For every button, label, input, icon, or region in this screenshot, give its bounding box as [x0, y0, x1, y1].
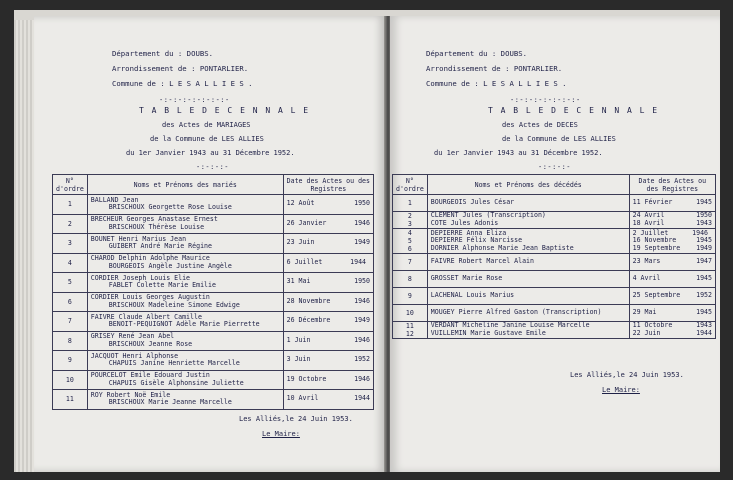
table-row: [53, 273, 374, 293]
person-name: DEPIERRE Félix Narcisse: [430, 236, 523, 245]
table-title: T A B L E D E C E N N A L E: [488, 106, 659, 115]
entry-date: [629, 322, 715, 339]
act-date: 16 Novembre 1945: [632, 236, 712, 245]
entry-number-part: 3: [407, 220, 412, 228]
commune-name: de la Commune de LES ALLIES: [502, 135, 616, 143]
acts-type: des Actes de MARIAGES: [162, 121, 251, 129]
person-name: BRISCHOUX Marie Jeanne Marcelle: [108, 398, 232, 407]
entry-names: [87, 390, 283, 410]
table-row: [393, 305, 716, 322]
person-name: DORNIER Alphonse Marie Jean Baptiste: [430, 243, 574, 252]
act-date: 23 Juin 1949: [286, 238, 370, 247]
entry-names: [427, 195, 629, 212]
table-row: [393, 322, 716, 339]
person-name: BOURGEOIS Angèle Justine Angèle: [108, 261, 232, 270]
separator: -:-:-:-:-:-:-:-: [510, 96, 581, 104]
col-header-names: Noms et Prénoms des mariés: [87, 175, 283, 195]
table-row: [53, 234, 374, 254]
entry-date: [629, 254, 715, 271]
entry-number-part: 11: [405, 322, 414, 330]
person-name: POURCELOT Emile Edouard Justin: [90, 371, 210, 380]
act-date: 31 Mai 1950: [286, 277, 370, 286]
entry-number: 8: [53, 331, 88, 351]
table-row: [393, 254, 716, 271]
act-date: 11 Février 1945: [632, 198, 712, 207]
table-row: [53, 312, 374, 332]
department-line: Département du : DOUBS.: [112, 49, 214, 58]
act-date: 19 Septembre 1949: [632, 243, 712, 252]
person-name: FAIVRE Claude Albert Camille: [90, 312, 202, 321]
table-row: [53, 390, 374, 410]
entry-names: [427, 271, 629, 288]
entry-number: 7: [53, 312, 88, 332]
right-page-deces: [390, 16, 720, 472]
person-name: LACHENAL Louis Marius: [430, 291, 515, 300]
person-name: DEPIERRE Anna Eliza: [430, 228, 507, 237]
commune-line: Commune de : L E S A L L I E S .: [112, 79, 253, 88]
person-name: BRISCHOUX Jeanne Rose: [108, 339, 193, 348]
entry-number: 8: [393, 271, 428, 288]
entry-names: [87, 273, 283, 293]
entry-number: 2: [53, 214, 88, 234]
act-date: 26 Janvier 1946: [286, 218, 370, 227]
act-date: 12 Août 1950: [286, 199, 370, 208]
entry-number-part: 5: [407, 237, 412, 245]
mayor-signature-label: Le Maire:: [602, 386, 640, 394]
entry-date: [283, 370, 373, 390]
act-date: 3 Juin 1952: [286, 355, 370, 364]
entry-date: [283, 390, 373, 410]
person-name: BALLAND Jean: [90, 195, 139, 204]
person-name: BOURGEOIS Jules César: [430, 198, 515, 207]
act-date: 19 Octobre 1946: [286, 374, 370, 383]
table-row: [53, 351, 374, 371]
entry-date: [629, 195, 715, 212]
entry-number-part: 12: [405, 330, 414, 338]
arrondissement-line: Arrondissement de : PONTARLIER.: [112, 64, 249, 73]
entry-names: [87, 234, 283, 254]
act-date: 29 Mai 1945: [632, 308, 712, 317]
entry-date: [283, 292, 373, 312]
entry-number: 6: [53, 292, 88, 312]
period: du 1er Janvier 1943 au 31 Décembre 1952.: [126, 149, 295, 157]
entry-names: [87, 195, 283, 215]
table-row: [53, 331, 374, 351]
entry-number-part: 2: [407, 212, 412, 220]
acts-type: des Actes de DECES: [502, 121, 578, 129]
table-title: T A B L E D E C E N N A L E: [139, 106, 310, 115]
entry-date: [629, 305, 715, 322]
person-name: VUILLEMIN Marie Gustave Emile: [430, 329, 546, 337]
person-name: JACQUOT Henri Alphonse: [90, 351, 179, 360]
table-row: [393, 271, 716, 288]
person-name: ROY Robert Noë Emile: [90, 390, 171, 399]
entry-number: 10: [393, 305, 428, 322]
table-row: [393, 288, 716, 305]
separator-small: -:-:-:-: [538, 163, 572, 171]
marriage-register-table: [52, 174, 374, 410]
person-name: VERDANT Micheline Janine Louise Marcelle: [430, 321, 590, 330]
person-name: BRISCHOUX Madeleine Simone Edwige: [108, 300, 240, 309]
entry-names: [87, 214, 283, 234]
death-register-table: [392, 174, 716, 339]
mayor-signature-label: Le Maire:: [262, 430, 300, 438]
table-row: [53, 253, 374, 273]
entry-number: [393, 229, 428, 254]
person-name: BRISCHOUX Georgette Rose Louise: [108, 203, 232, 212]
entry-number: 1: [393, 195, 428, 212]
entry-names: [427, 254, 629, 271]
entry-names: [427, 288, 629, 305]
table-row: [393, 229, 716, 254]
left-page-mariages: [34, 16, 386, 472]
register-book: [14, 10, 720, 472]
act-date: 25 Septembre 1952: [632, 291, 712, 300]
entry-date: [283, 234, 373, 254]
entry-date: [629, 229, 715, 254]
act-date: 24 Avril 1950: [632, 211, 712, 220]
commune-name: de la Commune de LES ALLIES: [150, 135, 264, 143]
act-date: 22 Juin 1944: [632, 329, 712, 337]
act-date: 26 Décembre 1949: [286, 316, 370, 325]
entry-number: 11: [53, 390, 88, 410]
person-name: GROSSET Marie Rose: [430, 274, 503, 283]
entry-number: [393, 212, 428, 229]
person-name: BRECHEUR Georges Anastase Ernest: [90, 215, 218, 224]
entry-date: [283, 214, 373, 234]
person-name: BOUNET Henri Marius Jean: [90, 234, 187, 243]
period: du 1er Janvier 1943 au 31 Décembre 1952.: [434, 149, 603, 157]
person-name: FAIVRE Robert Marcel Alain: [430, 257, 534, 266]
page-stack-edge: [14, 20, 34, 472]
entry-date: [629, 271, 715, 288]
act-date: 11 Octobre 1943: [632, 321, 712, 330]
entry-date: [283, 273, 373, 293]
entry-date: [283, 312, 373, 332]
person-name: BRISCHOUX Thérèse Louise: [108, 222, 205, 231]
entry-names: [427, 322, 629, 339]
table-row: [393, 195, 716, 212]
act-date: 1 Juin 1946: [286, 335, 370, 344]
entry-names: [427, 229, 629, 254]
separator: -:-:-:-:-:-:-:-: [159, 96, 230, 104]
entry-number: 10: [53, 370, 88, 390]
person-name: CHAPUIS Janine Henriette Marcelle: [108, 359, 240, 368]
entry-number: 9: [393, 288, 428, 305]
person-name: GUIBERT André Marie Régine: [108, 242, 212, 251]
entry-number: [393, 322, 428, 339]
entry-number-part: 6: [407, 245, 412, 253]
person-name: BENOIT-PEQUIGNOT Adèle Marie Pierrette: [108, 320, 260, 329]
entry-date: [629, 288, 715, 305]
col-header-dates: Date des Actes ou des Registres: [629, 175, 715, 195]
table-row: [53, 292, 374, 312]
act-date: 18 Avril 1943: [632, 219, 712, 227]
act-date: 28 Novembre 1946: [286, 296, 370, 305]
entry-names: [427, 305, 629, 322]
department-line: Département du : DOUBS.: [426, 49, 528, 58]
entry-date: [283, 331, 373, 351]
entry-number: 1: [53, 195, 88, 215]
entry-names: [87, 292, 283, 312]
entry-date: [629, 212, 715, 229]
entry-names: [87, 253, 283, 273]
act-date: 6 Juillet 1944: [286, 257, 367, 266]
act-date: 4 Avril 1945: [632, 274, 712, 283]
table-row: [53, 195, 374, 215]
entry-number: 5: [53, 273, 88, 293]
separator-small: -:-:-:-: [196, 163, 230, 171]
entry-names: [87, 351, 283, 371]
commune-line: Commune de : L E S A L L I E S .: [426, 79, 567, 88]
entry-names: [427, 212, 629, 229]
entry-number: 4: [53, 253, 88, 273]
place-date: Les Alliés,le 24 Juin 1953.: [239, 415, 353, 423]
col-header-names: Noms et Prénoms des décédés: [427, 175, 629, 195]
table-row: [53, 370, 374, 390]
table-row: [53, 214, 374, 234]
person-name: MOUGEY Pierre Alfred Gaston (Transcription): [430, 308, 602, 317]
person-name: GRISEY René Jean Abel: [90, 332, 175, 341]
entry-names: [87, 370, 283, 390]
entry-number: 9: [53, 351, 88, 371]
entry-number: 7: [393, 254, 428, 271]
col-header-dates: Date des Actes ou des Registres: [283, 175, 373, 195]
entry-names: [87, 312, 283, 332]
person-name: CORDIER Joseph Louis Elie: [90, 273, 191, 282]
person-name: CLEMENT Jules (Transcription): [430, 211, 546, 220]
entry-names: [87, 331, 283, 351]
entry-number: 3: [53, 234, 88, 254]
entry-date: [283, 351, 373, 371]
act-date: 2 Juillet 1946: [632, 228, 709, 237]
person-name: FABLET Colette Marie Emilie: [108, 281, 216, 290]
person-name: CORDIER Louis Georges Augustin: [90, 293, 210, 302]
entry-number-part: 4: [407, 229, 412, 237]
act-date: 23 Mars 1947: [632, 257, 712, 266]
person-name: CHAPUIS Gisèle Alphonsine Juliette: [108, 378, 244, 387]
person-name: COTE Jules Adonis: [430, 219, 499, 227]
col-header-number: N° d'ordre: [53, 175, 88, 195]
person-name: CHAROD Delphin Adolphe Maurice: [90, 254, 210, 263]
entry-date: [283, 253, 373, 273]
act-date: 10 Avril 1944: [286, 394, 370, 403]
entry-date: [283, 195, 373, 215]
table-row: [393, 212, 716, 229]
col-header-number: N° d'ordre: [393, 175, 428, 195]
place-date: Les Alliés,le 24 Juin 1953.: [570, 371, 684, 379]
arrondissement-line: Arrondissement de : PONTARLIER.: [426, 64, 563, 73]
